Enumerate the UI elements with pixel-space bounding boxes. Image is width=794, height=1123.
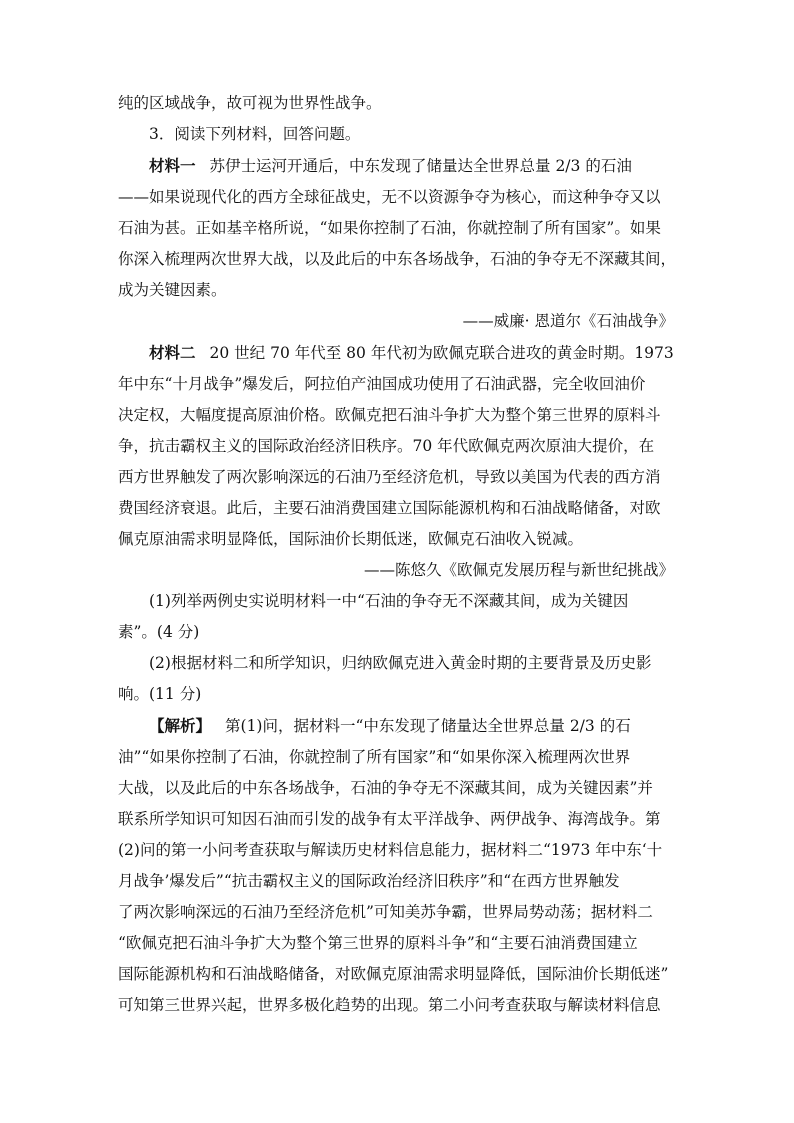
analysis-line-9: 国际能源机构和石油战略储备，对欧佩克原油需求明显降低，国际油价长期低迷” bbox=[118, 965, 669, 983]
analysis-line-10: 可知第三世界兴起，世界多极化趋势的出现。第二小问考查获取与解读材料信息 bbox=[118, 996, 661, 1014]
analysis-label: 【解析】 bbox=[149, 716, 212, 735]
material1-line-4: 你深入梳理两次世界大战，以及此后的中东各场战争，石油的争夺无不深藏其间， bbox=[118, 250, 676, 268]
material2-line-5: 西方世界触发了两次影响深远的石油乃至经济危机，导致以美国为代表的西方消 bbox=[118, 468, 661, 486]
question-stem: 阅读下列材料，回答问题。 bbox=[174, 125, 361, 143]
analysis-line-7: 了两次影响深远的石油乃至经济危机”可知美苏争霸，世界局势动荡；据材料二 bbox=[118, 903, 653, 921]
material2-text: 20 世纪 70 年代至 80 年代初为欧佩克联合进攻的黄金时期。1973 bbox=[209, 344, 674, 362]
analysis-line-6: 月战争’爆发后”“抗击霸权主义的国际政治经济旧秩序”和“在西方世界触发 bbox=[118, 872, 620, 890]
question-stem-line bbox=[118, 119, 676, 150]
sub-question-2-line-1: (2)根据材料二和所学知识，归纳欧佩克进入黄金时期的主要背景及历史影 bbox=[149, 654, 652, 672]
material2-source: ——陈悠久《欧佩克发展历程与新世纪挑战》 bbox=[363, 561, 674, 579]
material1-source: ——威廉· 恩道尔《石油战争》 bbox=[462, 312, 674, 330]
material1-line-3: 石油为甚。正如基辛格所说，“如果你控制了石油，你就控制了所有国家”。如果 bbox=[118, 219, 661, 237]
analysis-line-8: “欧佩克把石油斗争扩大为整个第三世界的原料斗争”和“主要石油消费国建立 bbox=[118, 934, 638, 952]
analysis-line-2: 油”“如果你控制了石油，你就控制了所有国家”和“如果你深入梳理两次世界 bbox=[118, 748, 631, 766]
analysis-line-3: 大战，以及此后的中东各场战争，石油的争夺无不深藏其间，成为关键因素”并 bbox=[118, 779, 653, 797]
intro-tail-line: 纯的区域战争，故可视为世界性战争。 bbox=[118, 94, 382, 112]
material1-label: 材料一 bbox=[149, 156, 196, 175]
material2-label: 材料二 bbox=[149, 343, 196, 362]
sub-question-1-line-2: 素”。(4 分) bbox=[118, 623, 200, 641]
material2-line-6: 费国经济衰退。此后，主要石油消费国建立国际能源机构和石油战略储备，对欧 bbox=[118, 499, 661, 517]
material1-line-2: ——如果说现代化的西方全球征战史，无不以资源争夺为核心，而这种争夺又以 bbox=[118, 188, 661, 206]
analysis-line-5: (2)问的第一小问考查获取与解读历史材料信息能力，据材料二“1973 年中东‘十 bbox=[118, 841, 663, 859]
material2-line-3: 决定权，大幅度提高原油价格。欧佩克把石油斗争扩大为整个第三世界的原料斗 bbox=[118, 406, 661, 424]
material2-line-4: 争，抗击霸权主义的国际政治经济旧秩序。70 年代欧佩克两次原油大提价，在 bbox=[118, 437, 655, 455]
document-body bbox=[118, 88, 676, 1021]
question-number: 3． bbox=[149, 125, 175, 143]
sub-question-1-line-1: (1)列举两例史实说明材料一中“石油的争夺无不深藏其间，成为关键因 bbox=[149, 592, 629, 610]
analysis-line-1 bbox=[118, 710, 676, 742]
sub-question-2-line-2: 响。(11 分) bbox=[118, 685, 202, 703]
material1-line-1 bbox=[118, 150, 676, 182]
analysis-line-4: 联系所学知识可知因石油而引发的战争有太平洋战争、两伊战争、海湾战争。第 bbox=[118, 810, 661, 828]
material2-line-7: 佩克原油需求明显降低，国际油价长期低迷，欧佩克石油收入锐减。 bbox=[118, 530, 584, 548]
material2-line-2: 年中东“十月战争”爆发后，阿拉伯产油国成功使用了石油武器，完全收回油价 bbox=[118, 375, 646, 393]
material1-line-5: 成为关键因素。 bbox=[118, 281, 227, 299]
material2-line-1 bbox=[118, 337, 676, 369]
analysis-text: 第(1)问，据材料一“中东发现了储量达全世界总量 2/3 的石 bbox=[225, 717, 631, 735]
material1-text: 苏伊士运河开通后，中东发现了储量达全世界总量 2/3 的石油 bbox=[209, 157, 632, 175]
